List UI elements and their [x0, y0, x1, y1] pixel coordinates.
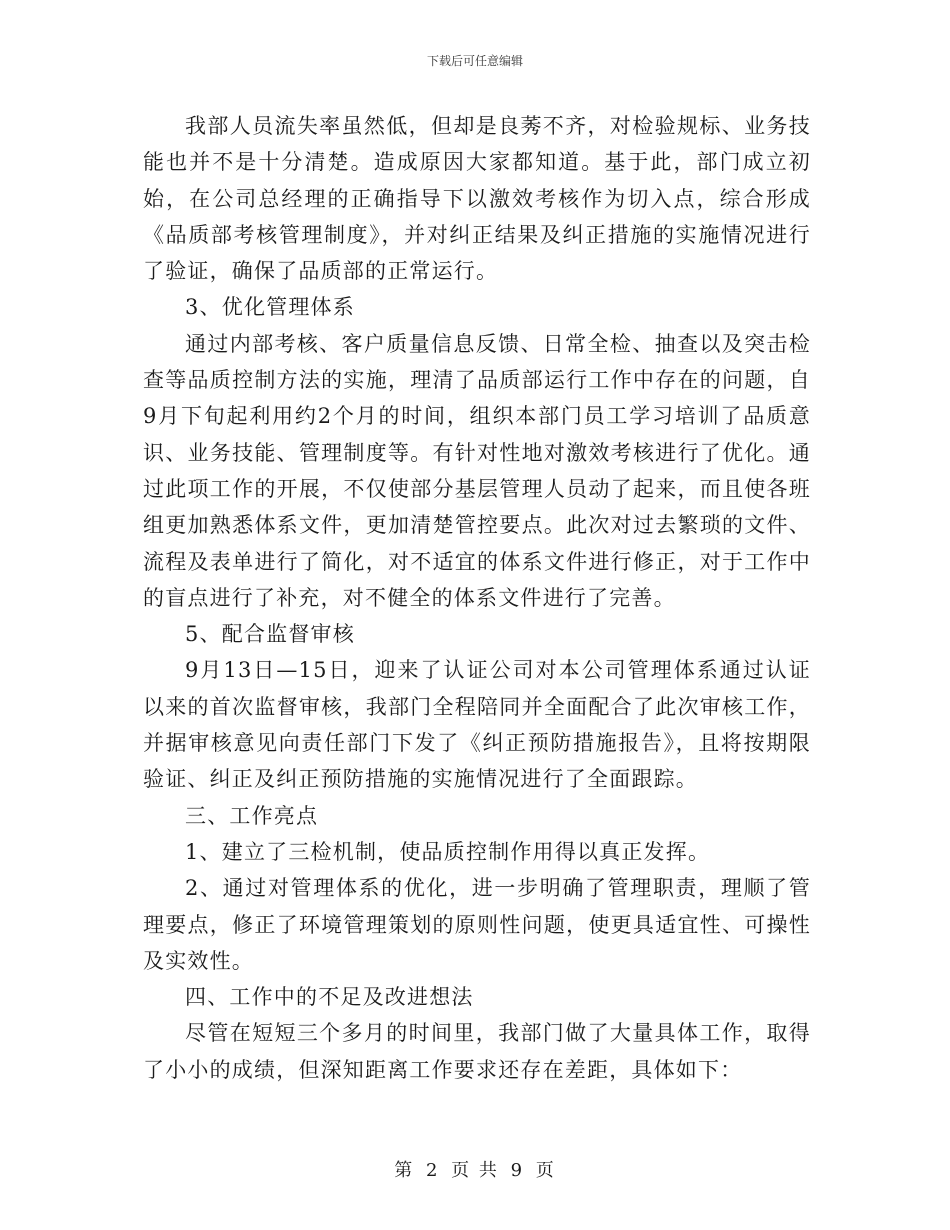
- section-heading: 3、优化管理体系: [185, 295, 355, 320]
- section-heading: 5、配合监督审核: [185, 622, 355, 647]
- document-body: [143, 108, 811, 1088]
- total-pages-number: 9: [510, 1160, 525, 1181]
- footer-prefix: 第: [394, 1160, 415, 1181]
- footer-middle: 页 共: [451, 1160, 499, 1181]
- page-header: 下载后可任意编辑: [426, 54, 523, 68]
- paragraph: 尽管在短短三个多月的时间里，我部门做了大量具体工作，取得了小小的成绩，但深知距离工作要求还存在差距，具体如下：: [143, 1021, 811, 1082]
- page-number-footer: [0, 1156, 950, 1182]
- paragraph: 通过内部考核、客户质量信息反馈、日常全检、抽查以及突击检查等品质控制方法的实施，理清了品质部运行工作中存在的问题，自9月下旬起利用约2个月的时间，组织本部门员工学习培训了品质意识、业务技能、管理制度等。有针对性地对激效考核进行了优化。通过此项工作的开展，不仅使部分基层管理人员动了起来，而且使各班组更加熟悉体系文件，更加清楚管控要点。此次对过去繁琐的文件、流程及表单进行了简化，对不适宜的体系文件进行修正，对于工作中的盲点进行了补充，对不健全的体系文件进行了完善。: [143, 331, 811, 610]
- section-heading: 三、工作亮点: [185, 803, 319, 828]
- current-page-number: 2: [425, 1160, 440, 1181]
- paragraph: 我部人员流失率虽然低，但却是良莠不齐，对检验规标、业务技能也并不是十分清楚。造成原因大家都知道。基于此，部门成立初始，在公司总经理的正确指导下以激效考核作为切入点，综合形成《品质部考核管理制度》，并对纠正结果及纠正措施的实施情况进行了验证，确保了品质部的正常运行。: [143, 114, 811, 284]
- section-heading: 四、工作中的不足及改进想法: [185, 985, 474, 1010]
- paragraph: 2、通过对管理体系的优化，进一步明确了管理职责，理顺了管理要点，修正了环境管理策划的原则性问题，使更具适宜性、可操性及实效性。: [143, 876, 811, 973]
- paragraph: 9月13日—15日，迎来了认证公司对本公司管理体系通过认证以来的首次监督审核，我部门全程陪同并全面配合了此次审核工作，并据审核意见向责任部门下发了《纠正预防措施报告》，且将按期限验证、纠正及纠正预防措施的实施情况进行了全面跟踪。: [143, 658, 811, 792]
- paragraph: 1、建立了三检机制，使品质控制作用得以真正发挥。: [185, 839, 711, 864]
- footer-suffix: 页: [535, 1160, 556, 1181]
